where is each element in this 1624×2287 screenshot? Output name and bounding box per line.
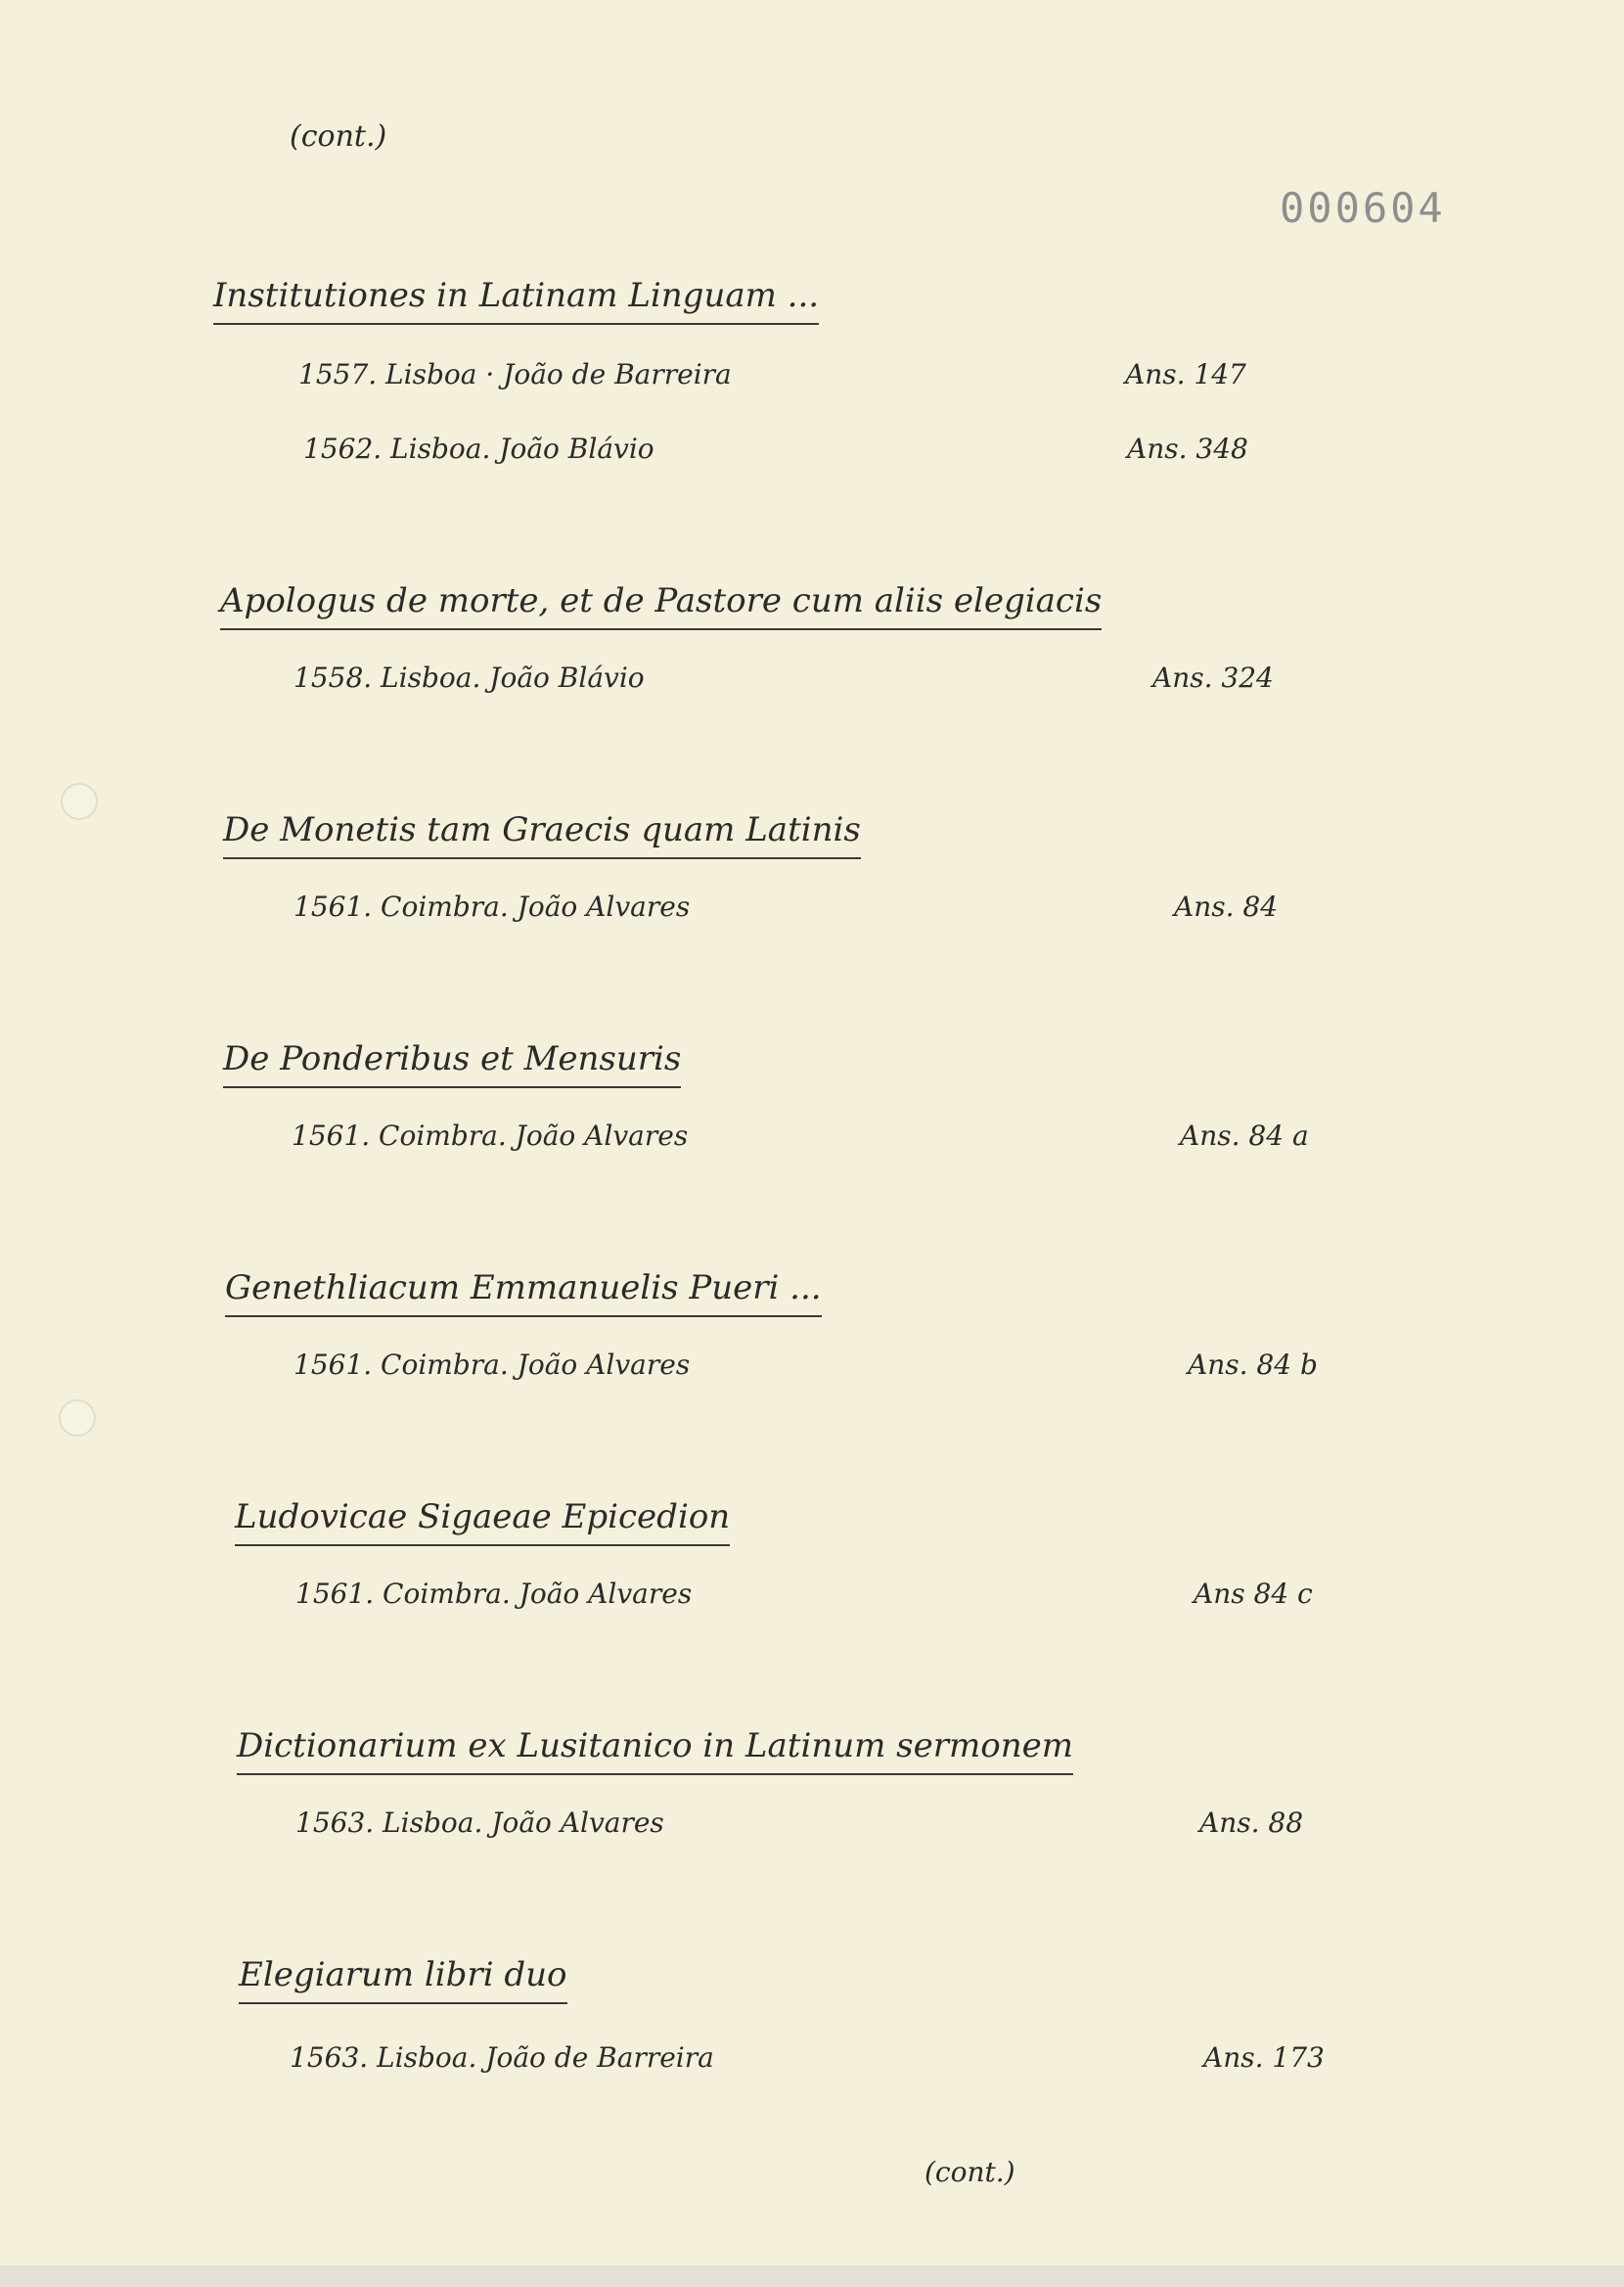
edition-ref: Ans. 147 (1125, 358, 1246, 390)
entry-title: Genethliacum Emmanuelis Pueri ... (225, 1268, 822, 1317)
edition-imprint: 1562. Lisboa. João Blávio (303, 433, 654, 465)
edition-ref: Ans. 173 (1203, 2041, 1325, 2074)
cont-note-top: (cont.) (290, 119, 387, 154)
edition-ref: Ans. 84 a (1180, 1120, 1309, 1152)
edition-ref: Ans. 84 b (1188, 1349, 1318, 1381)
entry-title: De Monetis tam Graecis quam Latinis (223, 810, 861, 859)
edition-imprint: 1558. Lisboa. João Blávio (293, 662, 645, 694)
edition-ref: Ans. 84 (1174, 891, 1279, 923)
edition-imprint: 1561. Coimbra. João Alvares (293, 1349, 691, 1381)
edition-ref: Ans. 348 (1127, 433, 1248, 465)
edition-ref: Ans. 88 (1199, 1807, 1304, 1839)
entry-title: Elegiarum libri duo (239, 1955, 567, 2004)
entry-title: Institutiones in Latinam Linguam ... (213, 276, 819, 325)
entry-title: De Ponderibus et Mensuris (223, 1039, 681, 1088)
entry-title: Ludovicae Sigaeae Epicedion (235, 1497, 730, 1546)
edition-imprint: 1561. Coimbra. João Alvares (295, 1578, 693, 1610)
cont-note-bottom: (cont.) (925, 2156, 1015, 2188)
page-edge (0, 2265, 1624, 2287)
edition-imprint: 1561. Coimbra. João Alvares (293, 891, 691, 923)
punch-hole (61, 783, 98, 820)
edition-imprint: 1561. Coimbra. João Alvares (292, 1120, 689, 1152)
edition-ref: Ans. 324 (1152, 662, 1274, 694)
punch-hole (59, 1399, 96, 1437)
edition-imprint: 1557. Lisboa · João de Barreira (298, 358, 732, 390)
edition-ref: Ans 84 c (1194, 1578, 1313, 1610)
entry-title: Apologus de morte, et de Pastore cum aliis elegiacis (220, 581, 1102, 630)
stamp-number: 000604 (1280, 184, 1446, 232)
edition-imprint: 1563. Lisboa. João de Barreira (290, 2041, 714, 2074)
edition-imprint: 1563. Lisboa. João Alvares (295, 1807, 664, 1839)
entry-title: Dictionarium ex Lusitanico in Latinum sermonem (237, 1726, 1073, 1775)
